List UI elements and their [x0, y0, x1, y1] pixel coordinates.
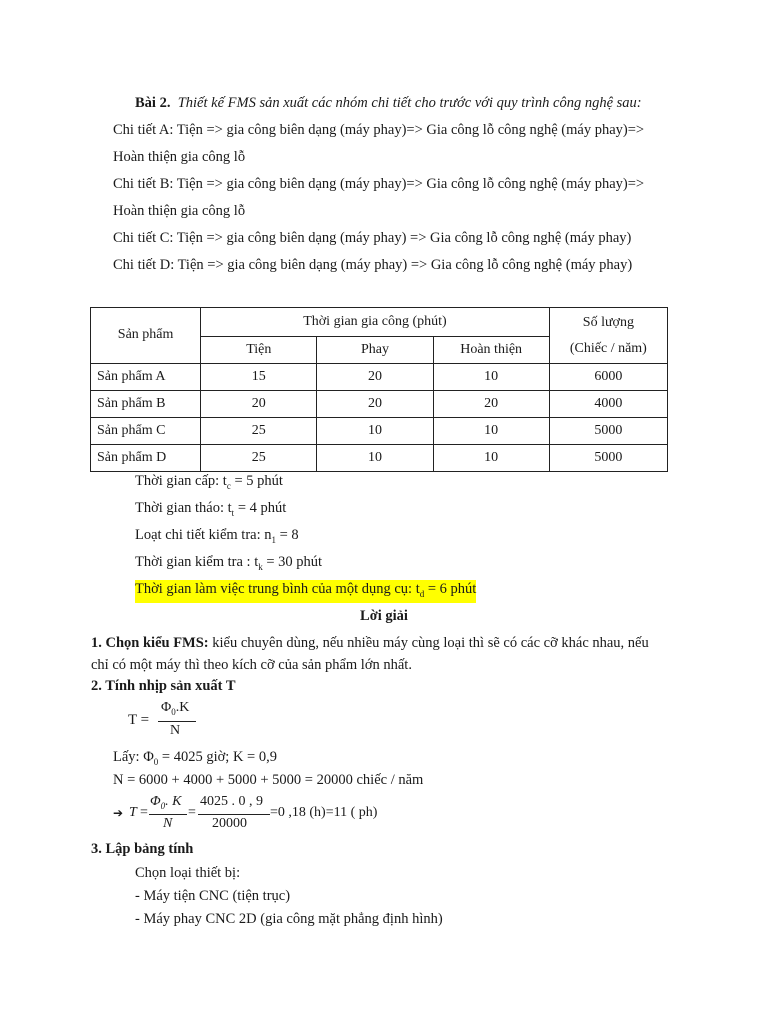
detail-b-line-1: Chi tiết B: Tiện => gia công biên dạng (máy phay)=> Gia công lỗ công nghệ (máy phay)=> [113, 176, 645, 192]
param-inspection-batch: Loạt chi tiết kiểm tra: $n_1 = 8$ [135, 527, 299, 545]
formula-takt-time-calculation: ➔ T = $\Phi_0$. K N = 4025 . 0 , 9 20000 =0 ,18 (h)=11 ( ph) [113, 794, 378, 831]
cell-phay: 10 [317, 444, 433, 471]
detail-a-line-2: Hoàn thiện gia công lỗ [113, 149, 246, 165]
cell-phay: 20 [317, 363, 433, 390]
cell-tien: 20 [201, 390, 317, 417]
param-unload-time: Thời gian tháo: $t_t = 4$ phút [135, 500, 287, 518]
row-name: Sản phẩm C [91, 417, 201, 444]
header-phay: Phay [317, 336, 433, 363]
equipment-intro: Chọn loại thiết bị: [135, 865, 241, 881]
arrow-icon: ➔ [113, 806, 124, 820]
cell-qty: 6000 [549, 363, 667, 390]
row-name: Sản phẩm D [91, 444, 201, 471]
cell-tien: 25 [201, 444, 317, 471]
formula-2-numerator-2: 4025 . 0 , 9 [200, 794, 263, 809]
param-load-time: Thời gian cấp: $t_c = 5$ phút [135, 473, 283, 491]
header-product: Sản phẩm [91, 308, 201, 364]
cell-hoan-thien: 20 [433, 390, 549, 417]
section-2-title: 2. Tính nhịp sản xuất T [91, 678, 236, 694]
equipment-item: - Máy tiện CNC (tiện trục) [135, 888, 291, 904]
cell-tien: 15 [201, 363, 317, 390]
detail-b-line-2: Hoàn thiện gia công lỗ [113, 203, 246, 219]
row-name: Sản phẩm B [91, 390, 201, 417]
section-1-line-1: 1. Chọn kiểu FMS: kiểu chuyên dùng, nếu nhiều máy cùng loại thì sẽ có các cỡ khác nhau, nếu [91, 635, 649, 651]
detail-a-line-1: Chi tiết A: Tiện => gia công biên dạng (máy phay)=> Gia công lỗ công nghệ (máy phay)=> [113, 122, 645, 138]
cell-hoan-thien: 10 [433, 444, 549, 471]
header-quantity-unit: (Chiếc / năm) [549, 336, 667, 363]
formula-denominator: N [170, 723, 181, 738]
fraction-bar [149, 814, 187, 815]
section-1-title: 1. Chọn kiểu FMS: [91, 635, 209, 651]
cell-qty: 5000 [549, 417, 667, 444]
fraction-bar [198, 814, 270, 815]
cell-qty: 4000 [549, 390, 667, 417]
detail-d-line: Chi tiết D: Tiện => gia công biên dạng (máy phay) => Gia công lỗ công nghệ (máy phay) [113, 257, 633, 273]
formula-numerator: $\Phi_0.K$ [161, 700, 190, 717]
row-name: Sản phẩm A [91, 363, 201, 390]
problem-title: Bài 2. [135, 95, 171, 111]
machining-time-table [90, 307, 668, 472]
table-row [91, 444, 668, 471]
param-inspection-time: Thời gian kiểm tra : $t_k = 30$ phút [135, 554, 323, 572]
cell-hoan-thien: 10 [433, 417, 549, 444]
param-tool-time-highlighted: Thời gian làm việc trung bình của một dụng cụ: $t_d = 6$ phút [135, 580, 476, 603]
section-1-line-2: chỉ có một máy thì theo kích cỡ của sản phẩm lớn nhất. [91, 657, 412, 673]
fraction-bar [158, 721, 196, 722]
total-quantity-line: N = 6000 + 4000 + 5000 + 5000 = 20000 chiếc / năm [113, 772, 424, 788]
problem-statement: Thiết kế FMS sản xuất các nhóm chi tiết cho trước với quy trình công nghệ sau: [177, 95, 642, 111]
table-row [91, 417, 668, 444]
solution-heading: Lời giải [360, 608, 408, 624]
formula-takt-time [128, 700, 208, 744]
header-tien: Tiện [201, 336, 317, 363]
header-machining-time: Thời gian gia công (phút) [201, 308, 550, 337]
detail-c-line: Chi tiết C: Tiện => gia công biên dạng (máy phay) => Gia công lỗ công nghệ (máy phay) [113, 230, 632, 246]
formula-lhs: T = [128, 712, 150, 728]
cell-hoan-thien: 10 [433, 363, 549, 390]
header-hoan-thien: Hoàn thiện [433, 336, 549, 363]
cell-qty: 5000 [549, 444, 667, 471]
equipment-item: - Máy phay CNC 2D (gia công mặt phẳng định hình) [135, 911, 443, 927]
formula-2-denominator-2: 20000 [212, 816, 247, 831]
problem-header [135, 94, 642, 112]
header-quantity: Số lượng [549, 308, 667, 337]
cell-tien: 25 [201, 417, 317, 444]
given-values-line: Lấy: $\Phi_0 = 4025$ giờ; K = 0,9 [113, 749, 277, 767]
table-row [91, 390, 668, 417]
cell-phay: 10 [317, 417, 433, 444]
table-row [91, 363, 668, 390]
formula-2-result: =0 ,18 (h)=11 ( ph) [270, 805, 378, 820]
cell-phay: 20 [317, 390, 433, 417]
formula-2-numerator-1: $\Phi_0$. K [150, 794, 182, 811]
section-3-title: 3. Lập bảng tính [91, 841, 194, 857]
